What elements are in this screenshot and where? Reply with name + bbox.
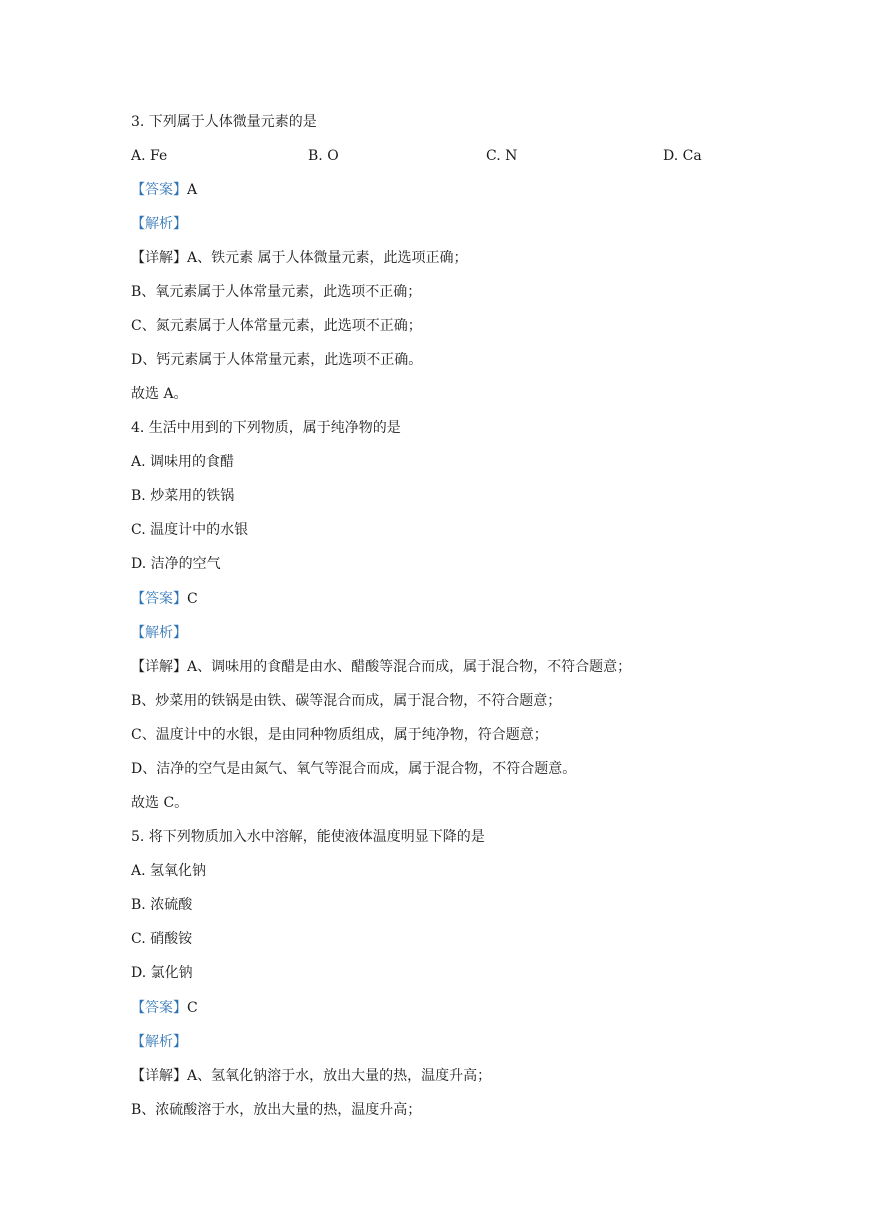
detail-tag: 【详解】 bbox=[131, 1068, 187, 1084]
detail-line bbox=[131, 658, 631, 676]
answer-value: C bbox=[187, 591, 198, 607]
detail-tag: 【详解】 bbox=[131, 250, 187, 266]
option-c: C. 硝酸铵 bbox=[131, 931, 193, 947]
option-b: B. 浓硫酸 bbox=[131, 897, 193, 913]
answer-value: A bbox=[187, 182, 198, 198]
detail-text: A、铁元素 属于人体微量元素，此选项正确； bbox=[187, 250, 468, 266]
answer-value: C bbox=[187, 1000, 198, 1016]
option-d: D. 洁净的空气 bbox=[131, 556, 221, 572]
detail-line: B、炒菜用的铁锅是由铁、碳等混合而成，属于混合物，不符合题意； bbox=[131, 693, 562, 709]
question-5-stem: 5. 将下列物质加入水中溶解，能使液体温度明显下降的是 bbox=[131, 829, 485, 845]
answer-line bbox=[131, 590, 198, 608]
option-d: D. 氯化钠 bbox=[131, 965, 193, 981]
option-c: C. 温度计中的水银 bbox=[131, 522, 249, 538]
option-c: C. N bbox=[486, 148, 518, 164]
detail-line bbox=[131, 249, 468, 267]
detail-text: A、调味用的食醋是由水、醋酸等混合而成，属于混合物，不符合题意； bbox=[187, 659, 632, 675]
option-a: A. 氢氧化钠 bbox=[131, 863, 207, 879]
option-a: A. Fe bbox=[131, 148, 168, 164]
detail-line: B、氧元素属于人体常量元素，此选项不正确； bbox=[131, 284, 422, 300]
answer-line bbox=[131, 999, 198, 1017]
analysis-tag: 【解析】 bbox=[131, 625, 187, 641]
detail-line: D、洁净的空气是由氮气、氧气等混合而成，属于混合物，不符合题意。 bbox=[131, 761, 577, 777]
detail-text: A、氢氧化钠溶于水，放出大量的热，温度升高； bbox=[187, 1068, 492, 1084]
detail-line bbox=[131, 1067, 491, 1085]
question-4-stem: 4. 生活中用到的下列物质，属于纯净物的是 bbox=[131, 420, 401, 436]
conclusion: 故选 A。 bbox=[131, 386, 188, 402]
conclusion: 故选 C。 bbox=[131, 795, 189, 811]
answer-tag: 【答案】 bbox=[131, 182, 187, 198]
analysis-tag: 【解析】 bbox=[131, 216, 187, 232]
answer-tag: 【答案】 bbox=[131, 1000, 187, 1016]
detail-line: D、钙元素属于人体常量元素，此选项不正确。 bbox=[131, 352, 423, 368]
detail-line: C、氮元素属于人体常量元素，此选项不正确； bbox=[131, 318, 422, 334]
detail-line: C、温度计中的水银，是由同种物质组成，属于纯净物，符合题意； bbox=[131, 727, 548, 743]
analysis-tag: 【解析】 bbox=[131, 1034, 187, 1050]
option-d: D. Ca bbox=[663, 148, 702, 164]
question-3-stem: 3. 下列属于人体微量元素的是 bbox=[131, 114, 317, 130]
option-b: B. 炒菜用的铁锅 bbox=[131, 488, 235, 504]
option-a: A. 调味用的食醋 bbox=[131, 454, 235, 470]
detail-line: B、浓硫酸溶于水，放出大量的热，温度升高； bbox=[131, 1102, 422, 1118]
answer-tag: 【答案】 bbox=[131, 591, 187, 607]
answer-line bbox=[131, 181, 197, 199]
option-b: B. O bbox=[308, 148, 339, 164]
detail-tag: 【详解】 bbox=[131, 659, 187, 675]
